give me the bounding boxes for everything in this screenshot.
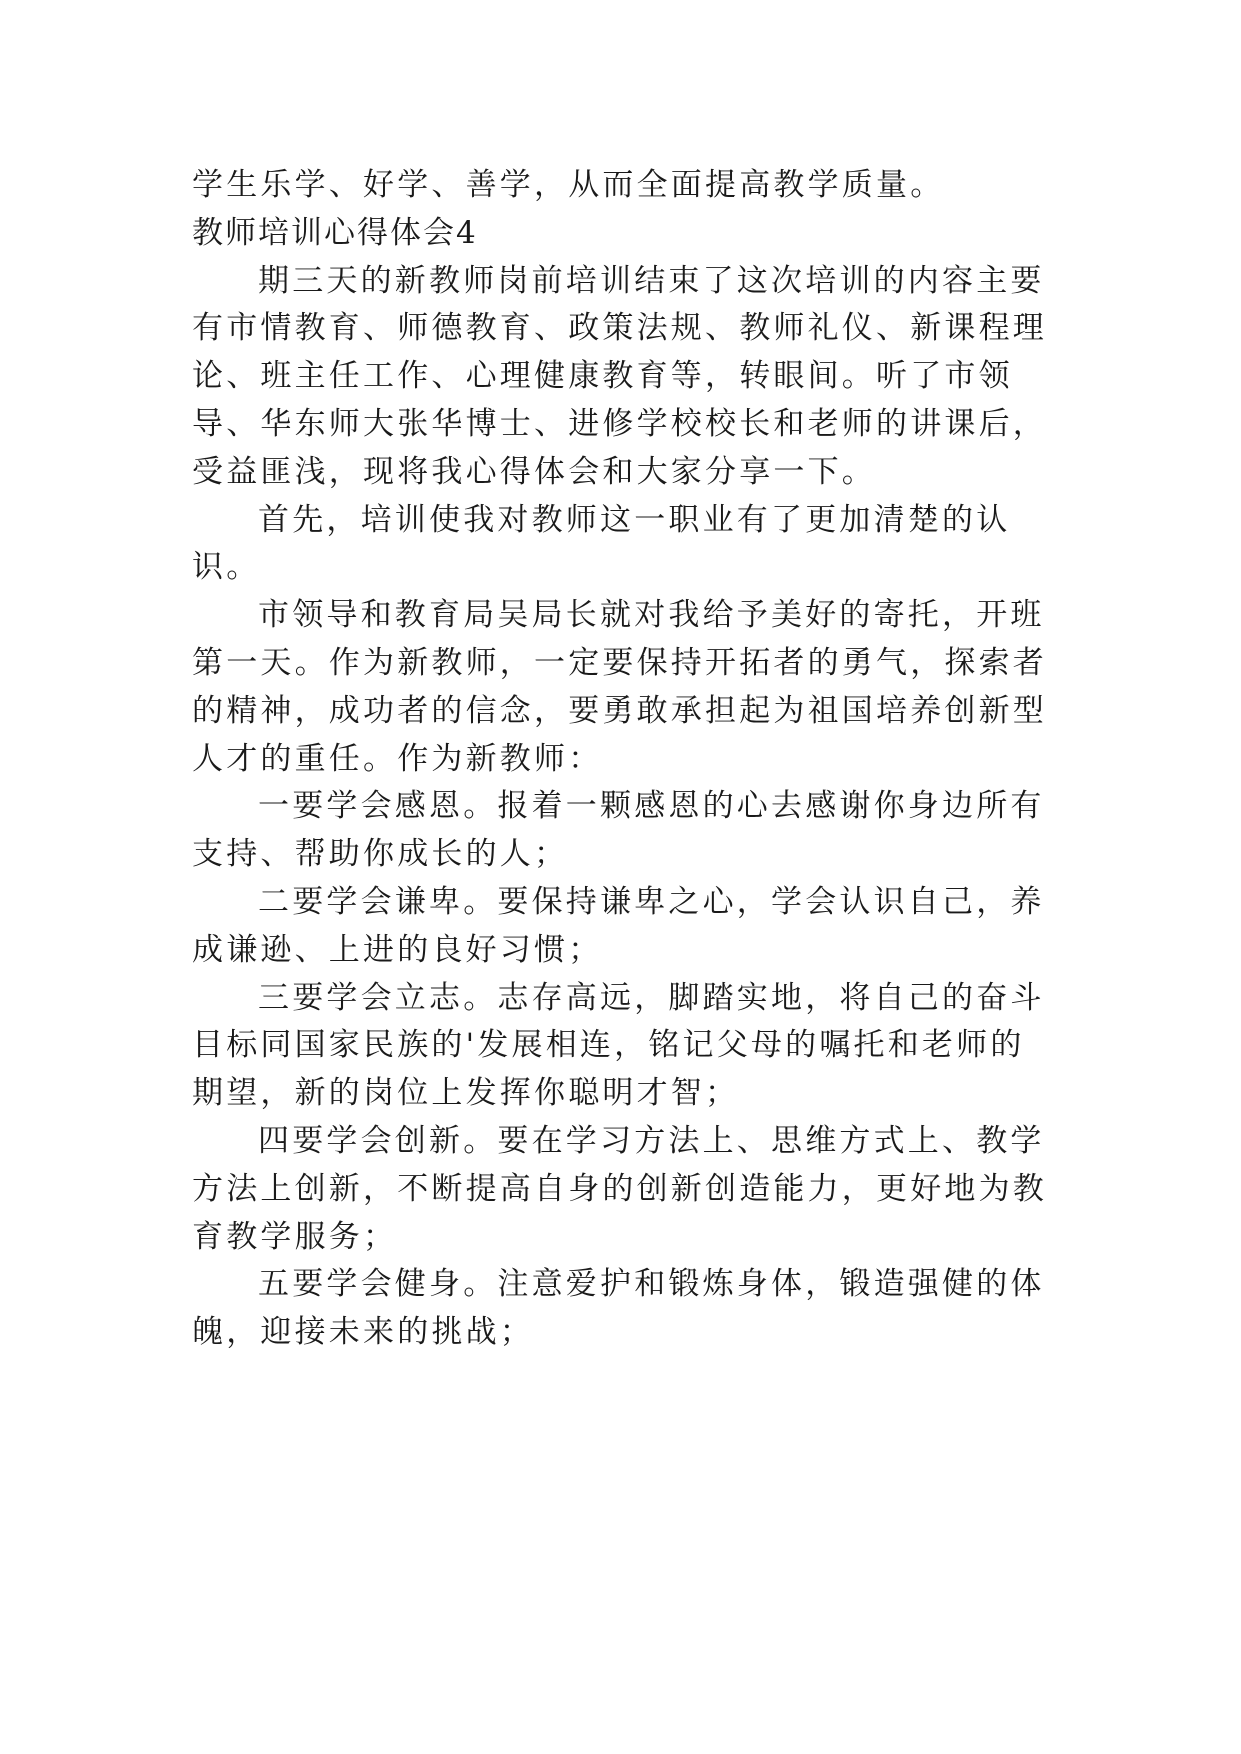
paragraph-first: 首先，培训使我对教师这一职业有了更加清楚的认识。 xyxy=(192,501,1011,586)
paragraph-continuation: 学生乐学、好学、善学，从而全面提高教学质量。 xyxy=(192,167,945,203)
section-heading: 教师培训心得体会4 xyxy=(192,214,478,251)
list-item-gratitude: 一要学会感恩。报着一颗感恩的心去感谢你身边所有支持、帮助你成长的人； xyxy=(192,788,1045,873)
paragraph-intro: 期三天的新教师岗前培训结束了这次培训的内容主要有市情教育、师德教育、政策法规、教师礼仪、新课程理论、班主任工作、心理健康教育等，转眼间。听了市领导、华东师大张华博士、进修学校校长和老师的讲课后，受益匪浅，现将我心得体会和大家分享一下。 xyxy=(192,262,1047,490)
paragraph-leaders: 市领导和教育局吴局长就对我给予美好的寄托，开班第一天。作为新教师，一定要保持开拓者的勇气，探索者的精神，成功者的信念，要勇敢承担起为祖国培养创新型人才的重任。作为新教师： xyxy=(192,597,1047,777)
list-item-ambition: 三要学会立志。志存高远，脚踏实地，将自己的奋斗目标同国家民族的'发展相连，铭记父母的嘱托和老师的期望，新的岗位上发挥你聪明才智； xyxy=(192,979,1045,1112)
list-item-innovation: 四要学会创新。要在学习方法上、思维方式上、教学方法上创新，不断提高自身的创新创造能力，更好地为教育教学服务； xyxy=(192,1122,1047,1255)
document-body xyxy=(192,162,1057,1357)
list-item-fitness: 五要学会健身。注意爱护和锻炼身体，锻造强健的体魄，迎接未来的挑战； xyxy=(192,1266,1045,1351)
list-item-humility: 二要学会谦卑。要保持谦卑之心，学会认识自己，养成谦逊、上进的良好习惯； xyxy=(192,883,1045,968)
